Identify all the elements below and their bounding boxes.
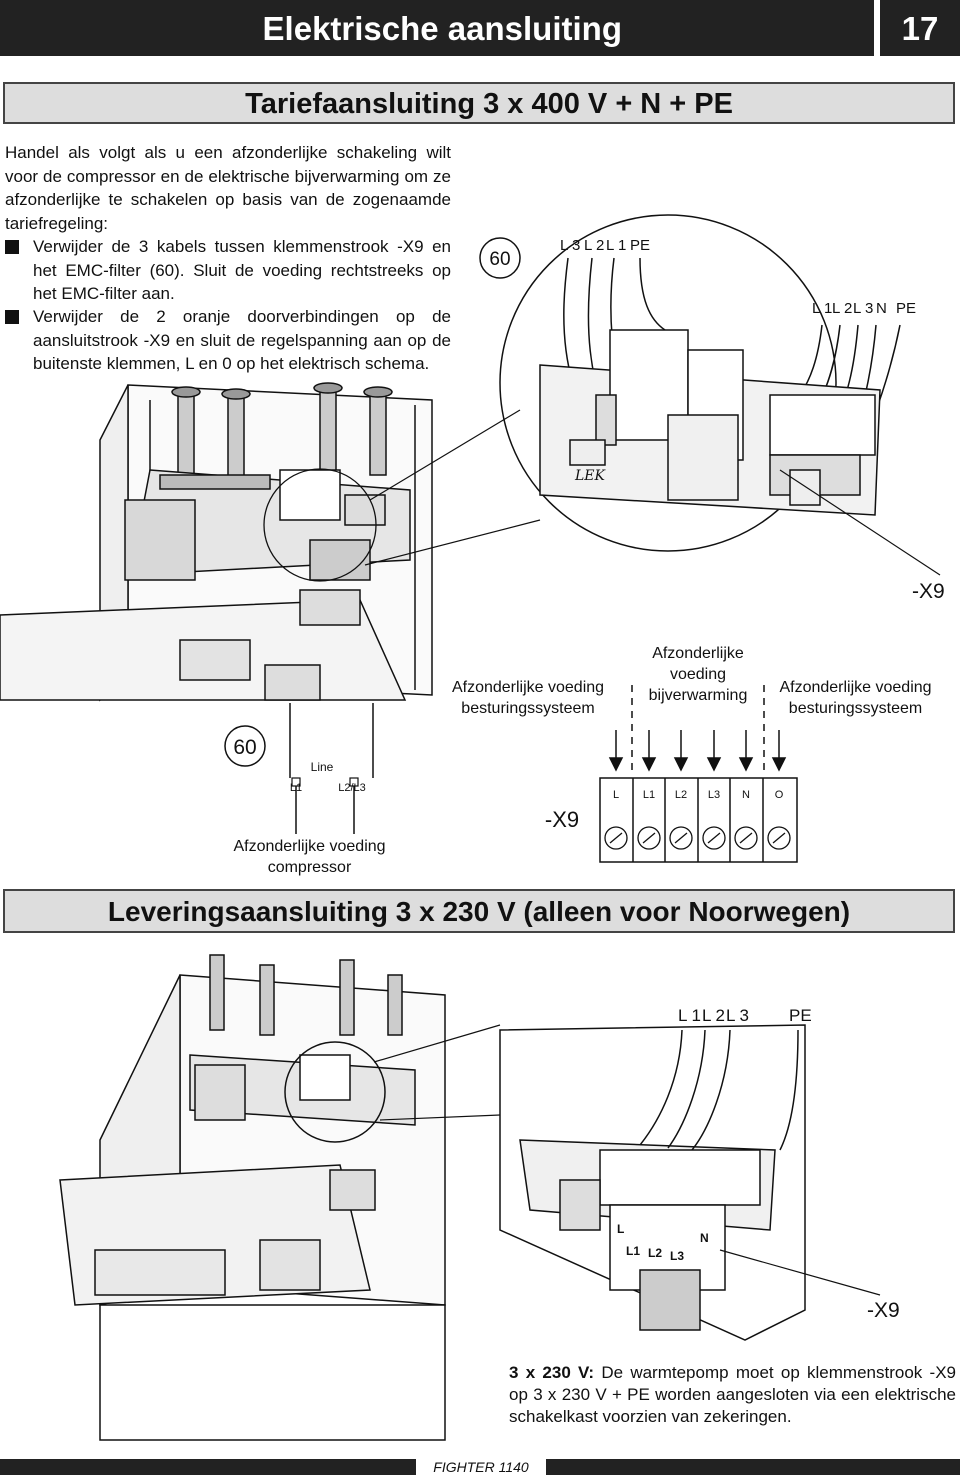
- terminal-label: L3: [670, 1249, 685, 1263]
- x9-label: -X9: [867, 1299, 900, 1322]
- x9-terminal: L2: [674, 789, 688, 801]
- intro-paragraph: Handel als volgt als u een afzonderlijke schakeling wilt voor de compressor en de elektrische bijverwarming om ze afzonderlijke te schakelen op basis van de zogenaamde tariefregeling:: [5, 143, 451, 233]
- terminal-label: L1: [289, 782, 303, 794]
- emc-callout-number: 60: [489, 249, 511, 270]
- terminal-label: L2: [648, 1246, 663, 1260]
- wire-label: L 2: [584, 237, 605, 254]
- line-label: Line: [310, 760, 334, 774]
- footer-model: FIGHTER 1140: [416, 1456, 546, 1475]
- heat-pump-cabinet-top: [0, 383, 540, 700]
- terminal-label: L: [617, 1222, 625, 1236]
- wire-label: L 2: [832, 300, 853, 317]
- terminal-label: L2/L3: [338, 782, 366, 794]
- bullet-text: Verwijder de 3 kabels tussen klemmenstrook -X9 en het EMC-filter (60). Sluit de voeding rechtstreeks op het EMC-filter aan.: [33, 237, 451, 303]
- brand-label: LEK: [575, 468, 605, 484]
- x9-label: -X9: [912, 580, 945, 603]
- emc-schematic-number: 60: [233, 736, 257, 759]
- x9-terminal: N: [742, 789, 750, 801]
- page-number: 17: [880, 0, 960, 56]
- wire-label: L 3: [726, 1006, 750, 1025]
- bullet-text: Verwijder de 2 oranje doorverbindingen op de aansluitstrook -X9 en sluit de regelspanning aan op de buitenste klemmen, L en 0 op het elektrisch schema.: [33, 307, 451, 373]
- x9-schematic-label: -X9: [544, 807, 580, 832]
- wire-label: PE: [630, 237, 651, 254]
- feed-heater-label: Afzonderlijke voeding bijverwarming: [648, 645, 748, 704]
- note-text: De warmtepomp moet op klemmenstrook -X9 op 3 x 230 V + PE worden aangesloten via een elektrische schakelkast voorzien van zekeringen.: [509, 1363, 956, 1426]
- compressor-feed-label: Afzonderlijke voeding compressor: [233, 838, 386, 876]
- wire-label: PE: [896, 300, 917, 317]
- wire-label: N: [876, 300, 887, 317]
- emc-filter-zoom: [500, 215, 940, 575]
- emc-schematic: [225, 703, 373, 834]
- terminal-label: L1: [626, 1244, 641, 1258]
- note-bold: 3 x 230 V:: [509, 1363, 595, 1382]
- page-title: Elektrische aansluiting: [262, 10, 622, 47]
- wire-label: L 3: [560, 237, 581, 254]
- x9-terminal: O: [774, 789, 784, 801]
- wire-label: L 1: [678, 1006, 702, 1025]
- wire-label: L 1: [812, 300, 833, 317]
- terminal-label: N: [700, 1231, 709, 1245]
- feed-control-left-label: Afzonderlijke voeding besturingssysteem: [451, 679, 605, 717]
- wire-label: L 3: [853, 300, 874, 317]
- wire-label: L 2: [702, 1006, 726, 1025]
- section-title: Tariefaansluiting 3 x 400 V + N + PE: [245, 88, 733, 120]
- feed-control-right-label: Afzonderlijke voeding besturingssysteem: [779, 679, 932, 717]
- wire-label: PE: [789, 1006, 812, 1025]
- x9-terminal: L3: [707, 789, 721, 801]
- heat-pump-cabinet-bottom: [60, 955, 500, 1440]
- section2-title: Leveringsaansluiting 3 x 230 V (alleen voor Noorwegen): [107, 896, 851, 927]
- x9-terminal: L1: [642, 789, 656, 801]
- x9-terminal-zoom: [500, 1025, 880, 1340]
- note-paragraph: [509, 1362, 956, 1428]
- wire-label: L 1: [606, 237, 627, 254]
- x9-terminal: L: [612, 789, 620, 801]
